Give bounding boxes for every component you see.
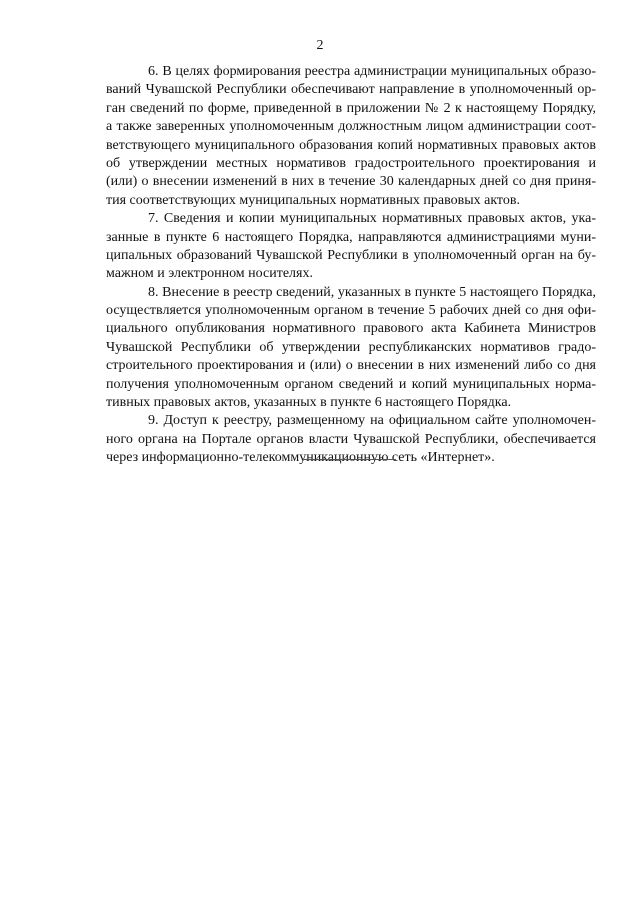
paragraph-line: циального опубликования нормативного правового акта Кабинета Министров [106, 321, 596, 337]
end-of-document-rule [304, 459, 396, 460]
paragraph-line: осуществляется уполномоченным органом в течение 5 рабочих дней со дня офи- [106, 303, 596, 319]
paragraph-line: 9. Доступ к реестру, размещенному на официальном сайте уполномочен- [148, 413, 596, 429]
paragraph-line: ган сведений по форме, приведенной в приложении № 2 к настоящему Порядку, [106, 100, 596, 116]
paragraph-line: строительного проектирования и (или) о внесении в них изменений либо со дня [106, 358, 596, 374]
paragraph-line: ветствующего муниципального образования копий нормативных правовых актов [106, 137, 596, 153]
paragraph-line: 7. Сведения и копии муниципальных нормативных правовых актов, ука- [148, 211, 596, 227]
paragraph-line: ципальных образований Чувашской Республики в уполномоченный орган на бу- [106, 247, 596, 263]
paragraph-8 [106, 284, 596, 413]
paragraph-7 [106, 210, 596, 284]
document-body [106, 63, 596, 468]
paragraph-line: получения уполномоченным органом сведений и копий муниципальных норма- [106, 376, 596, 392]
paragraph-line: ваний Чувашской Республики обеспечивают направление в уполномоченный ор- [106, 82, 596, 98]
page-number: 2 [316, 38, 324, 53]
paragraph-line: 8. Внесение в реестр сведений, указанных в пункте 5 настоящего Порядка, [148, 284, 596, 300]
paragraph-line: ного органа на Портале органов власти Чувашской Республики, обеспечивается [106, 431, 596, 447]
paragraph-line: об утверждении местных нормативов градостроительного проектирования и [106, 155, 596, 171]
paragraph-line: через информационно-телекоммуникационную сеть «Интернет». [106, 450, 495, 466]
paragraph-line: (или) о внесении изменений в них в течение 30 календарных дней со дня приня- [106, 174, 596, 190]
paragraph-line: 6. В целях формирования реестра администрации муниципальных образо- [148, 64, 596, 79]
paragraph-line: тия соответствующих муниципальных нормативных правовых актов. [106, 192, 520, 208]
paragraph-line: тивных правовых актов, указанных в пункте 6 настоящего Порядка. [106, 395, 512, 411]
paragraph-line: Чувашской Республики об утверждении республиканских нормативов градо- [106, 339, 596, 355]
paragraph-6 [106, 63, 596, 210]
paragraph-line: занные в пункте 6 настоящего Порядка, направляются администрациями муни- [106, 229, 596, 245]
paragraph-line: мажном и электронном носителях. [106, 266, 313, 282]
paragraph-line: а также заверенных уполномоченным должностным лицом администрации соот- [106, 119, 596, 135]
